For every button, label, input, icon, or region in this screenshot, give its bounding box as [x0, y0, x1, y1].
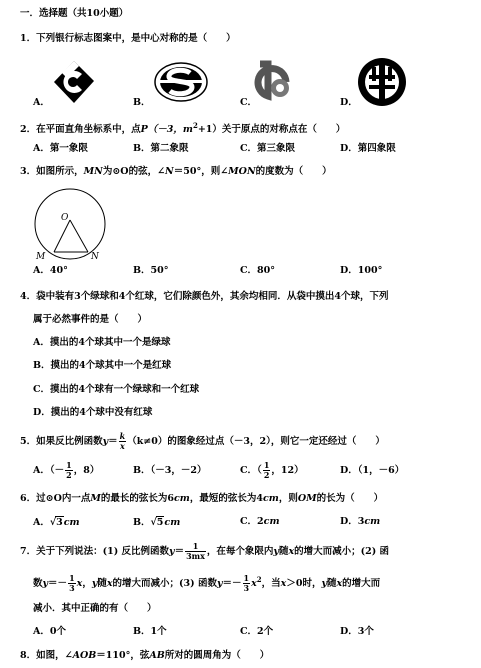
q4-option-b[interactable]: B．摸出的4个球其中一个是红球: [33, 360, 172, 371]
q1-option-b[interactable]: B．: [133, 97, 151, 108]
q3-option-c[interactable]: C．80°: [240, 265, 276, 276]
q8-stem: 8．如图，∠AOB＝110°，弦AB所对的圆周角为（ ）: [20, 650, 270, 661]
q7-option-a[interactable]: A．0个: [33, 626, 66, 637]
q1-option-c[interactable]: C．: [240, 97, 258, 108]
q1-option-a[interactable]: A．: [33, 97, 50, 108]
agricultural-bank-of-china-logo-icon: [356, 57, 408, 107]
q4-stem-line2: 属于必然事件的是（ ）: [33, 314, 148, 325]
section-title: 一．选择题（共10小题）: [20, 8, 129, 19]
q7-line3: 减小．其中正确的有（ ）: [33, 603, 157, 614]
q4-option-d[interactable]: D．摸出的4个球中没有红球: [33, 407, 153, 418]
q3-stem: 3．如图所示，MN为⊙O的弦，∠N＝50°，则∠MON的度数为（ ）: [20, 166, 332, 177]
q6-option-a[interactable]: A．√3cm: [33, 517, 80, 528]
q3-circle-figure: [30, 184, 110, 264]
q4-option-a[interactable]: A．摸出的4个球其中一个是绿球: [33, 337, 171, 348]
q5-stem: 5．如果反比例函数y＝ $\frac{k}{x}$ （k≠0）的图象经过点（－3，2），则它一定还经过（ ）: [20, 431, 385, 451]
bank-of-communications-hk-logo-icon: [256, 62, 296, 104]
q3-option-b[interactable]: B．50°: [133, 265, 169, 276]
q5-option-d[interactable]: D．（1，－6）: [340, 465, 405, 476]
q3-label-n: N: [91, 252, 99, 262]
q2-option-b[interactable]: B．第二象限: [133, 143, 189, 154]
q7-option-b[interactable]: B．1个: [133, 626, 167, 637]
q2-option-a[interactable]: A．第一象限: [33, 143, 88, 154]
q3-option-d[interactable]: D．100°: [340, 265, 383, 276]
q6-option-d[interactable]: D．3cm: [340, 516, 381, 527]
q5-option-a[interactable]: A．（－ $\frac{1}{2}$ ，8）: [33, 460, 100, 480]
q3-option-a[interactable]: A．40°: [33, 265, 68, 276]
q6-option-b[interactable]: B．√5cm: [133, 517, 181, 528]
q1-option-d[interactable]: D．: [340, 97, 358, 108]
q7-line2: 数y＝－ $\frac{1}{3}$ x，y随x的增大而减小；(3) 函数y＝－ $\frac{1}{3}$ $x^2$，当x＞0时，y随x的增大而: [33, 573, 381, 594]
q1-stem: 1．下列银行标志图案中，是中心对称的是（ ）: [20, 33, 236, 44]
bank-of-communications-logo-icon: [52, 60, 96, 104]
q3-label-o: O: [61, 213, 69, 223]
q5-option-b[interactable]: B．（－3，－2）: [133, 465, 207, 476]
q4-stem-line1: 4．袋中装有3个绿球和4个红球，它们除颜色外，其余均相同．从袋中摸出4个球，下列: [20, 291, 389, 302]
q3-label-m: M: [36, 252, 46, 262]
q2-option-d[interactable]: D．第四象限: [340, 143, 396, 154]
q2-stem: 2．在平面直角坐标系中，点P（－3，$m^2+1$）关于原点的对称点在（ ）: [20, 121, 346, 136]
q7-option-c[interactable]: C．2个: [240, 626, 274, 637]
q6-option-c[interactable]: C．2cm: [240, 516, 280, 527]
q6-stem: 6．过⊙O内一点M的最长的弦长为6cm，最短的弦长为4cm，则OM的长为（ ）: [20, 493, 384, 504]
q7-option-d[interactable]: D．3个: [340, 626, 374, 637]
q7-line1: 7．关于下列说法：(1) 反比例函数y＝ $\frac{1}{3mx}$ ，在每个象限内y随x的增大而减小；(2) 函: [20, 541, 390, 561]
china-minsheng-bank-logo-icon: [154, 62, 208, 102]
q4-option-c[interactable]: C．摸出的4个球有一个绿球和一个红球: [33, 384, 200, 395]
q5-option-c[interactable]: C．（ $\frac{1}{2}$ ，12）: [240, 460, 304, 480]
q2-option-c[interactable]: C．第三象限: [240, 143, 296, 154]
